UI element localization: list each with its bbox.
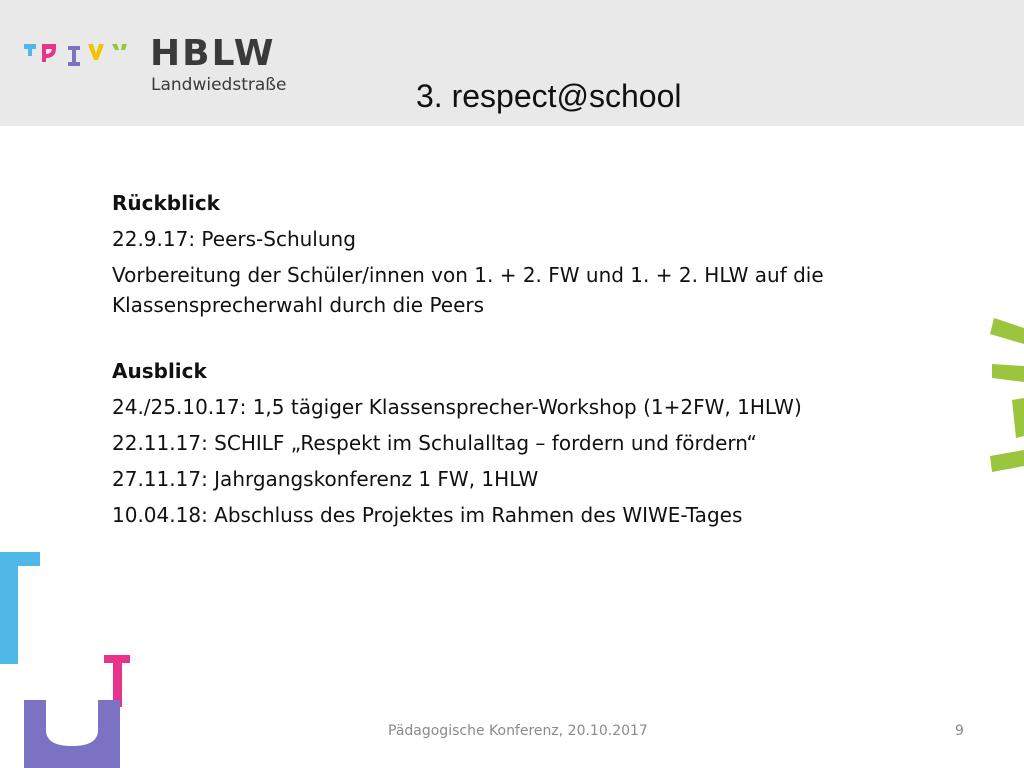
logo-subtitle: Landwiedstraße	[151, 75, 287, 95]
logo-text: HBLW	[150, 33, 276, 74]
review-heading: Rückblick	[112, 191, 220, 215]
review-item: 22.9.17: Peers-Schulung	[112, 227, 356, 251]
slide-body	[112, 188, 872, 536]
deco-purple-shape-icon	[24, 700, 120, 768]
outlook-item: 24./25.10.17: 1,5 tägiger Klassensprecher-Workshop (1+2FW, 1HLW)	[112, 395, 802, 419]
spacer	[112, 326, 872, 356]
review-item: Vorbereitung der Schüler/innen von 1. + 2. FW und 1. + 2. HLW auf die Klassensprecherwahl durch die Peers	[112, 263, 824, 317]
outlook-heading: Ausblick	[112, 359, 207, 383]
deco-green-shape-icon	[988, 316, 1024, 474]
slide-header	[0, 0, 1024, 126]
logo-mark-icon	[24, 40, 132, 68]
slide-title: 3. respect@school	[416, 78, 682, 114]
outlook-item: 10.04.18: Abschluss des Projektes im Rahmen des WIWE-Tages	[112, 503, 743, 527]
outlook-item: 27.11.17: Jahrgangskonferenz 1 FW, 1HLW	[112, 467, 539, 491]
footer-text: Pädagogische Konferenz, 20.10.2017	[388, 723, 648, 739]
deco-blue-shape-icon	[0, 552, 40, 664]
outlook-item: 22.11.17: SCHILF „Respekt im Schulalltag – fordern und fördern“	[112, 431, 757, 455]
page-number: 9	[955, 723, 964, 739]
